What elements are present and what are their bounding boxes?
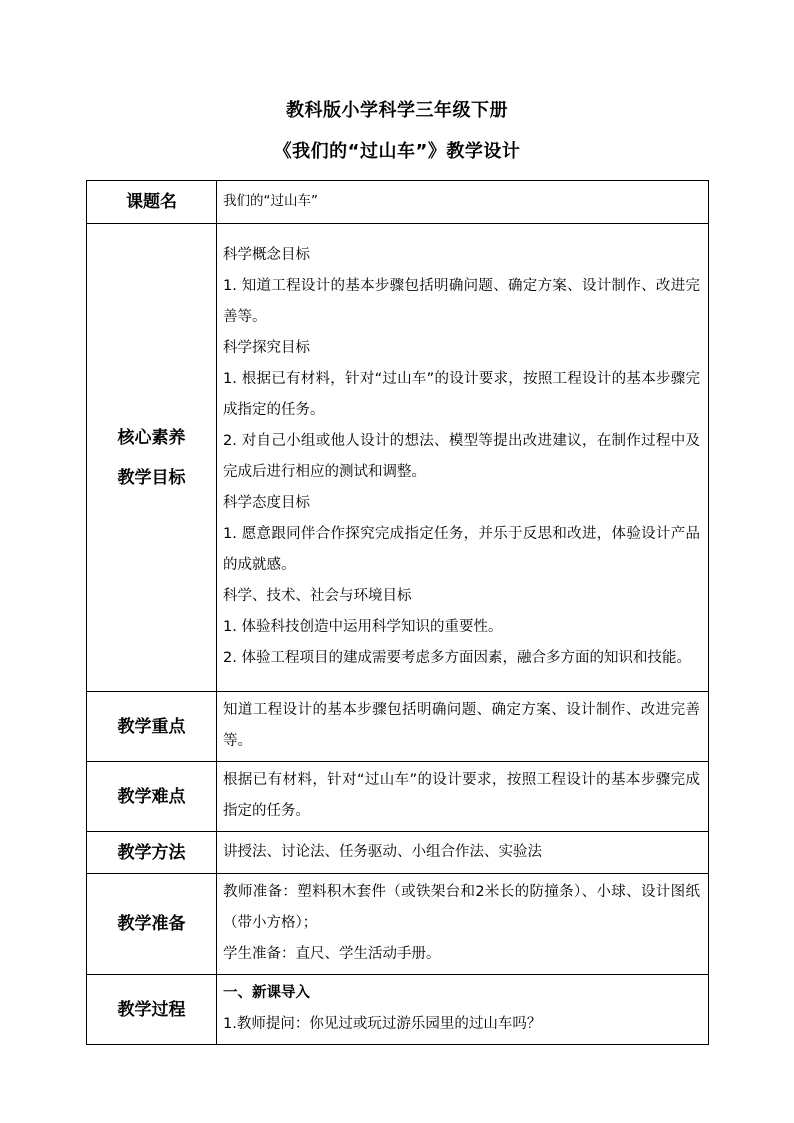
- row-topic: [87, 181, 709, 224]
- label-methods: 教学方法: [87, 832, 217, 874]
- content-goals: [217, 224, 709, 692]
- label-key-points: 教学重点: [87, 692, 217, 762]
- goal-heading-inquiry: 科学探究目标: [223, 340, 310, 356]
- label-goals: [87, 224, 217, 692]
- document-subtitle: 《我们的“过山车”》教学设计: [273, 141, 521, 162]
- label-goals-line1: 核心素养: [117, 427, 186, 448]
- content-difficulties: 根据已有材料，针对“过山车”的设计要求，按照工程设计的基本步骤完成指定的任务。: [217, 762, 709, 832]
- row-preparation: [87, 874, 709, 975]
- lesson-plan-table: [86, 180, 709, 1045]
- content-process: [217, 975, 709, 1045]
- goal-item: 1. 愿意跟同伴合作探究完成指定任务，并乐于反思和改进，体验设计产品的成就感。: [223, 526, 700, 573]
- content-methods: 讲授法、讨论法、任务驱动、小组合作法、实验法: [217, 832, 709, 874]
- row-goals: [87, 224, 709, 692]
- content-key-points: 知道工程设计的基本步骤包括明确问题、确定方案、设计制作、改进完善等。: [217, 692, 709, 762]
- goal-item: 1. 知道工程设计的基本步骤包括明确问题、确定方案、设计制作、改进完善等。: [223, 278, 700, 325]
- label-difficulties: 教学难点: [87, 762, 217, 832]
- goal-heading-stse: 科学、技术、社会与环境目标: [223, 588, 412, 604]
- label-goals-line2: 教学目标: [117, 467, 186, 488]
- goal-item: 2. 体验工程项目的建成需要考虑多方面因素，融合多方面的知识和技能。: [223, 650, 691, 666]
- goal-item: 1. 体验科技创造中运用科学知识的重要性。: [223, 619, 503, 635]
- label-topic: 课题名: [87, 181, 217, 224]
- document-title: 教科版小学科学三年级下册: [286, 100, 508, 121]
- content-preparation: [217, 874, 709, 975]
- goal-heading-attitude: 科学态度目标: [223, 495, 310, 511]
- preparation-teacher: 教师准备：塑料积木套件（或铁架台和2米长的防撞条）、小球、设计图纸（带小方格）；: [223, 884, 700, 931]
- label-process: 教学过程: [87, 975, 217, 1045]
- content-topic: 我们的“过山车”: [217, 181, 709, 224]
- goal-item: 2. 对自己小组或他人设计的想法、模型等提出改进建议，在制作过程中及完成后进行相应的测试和调整。: [223, 433, 700, 480]
- label-preparation: 教学准备: [87, 874, 217, 975]
- document-header: [0, 100, 794, 163]
- row-methods: [87, 832, 709, 874]
- row-process: [87, 975, 709, 1045]
- process-section-title: 一、新课导入: [223, 985, 310, 1001]
- goal-heading-concept: 科学概念目标: [223, 247, 310, 263]
- goal-item: 1. 根据已有材料，针对“过山车”的设计要求，按照工程设计的基本步骤完成指定的任务。: [223, 371, 700, 418]
- preparation-student: 学生准备：直尺、学生活动手册。: [223, 946, 441, 962]
- row-key-points: [87, 692, 709, 762]
- process-step: 1.教师提问：你见过或玩过游乐园里的过山车吗？: [223, 1016, 542, 1032]
- row-difficulties: [87, 762, 709, 832]
